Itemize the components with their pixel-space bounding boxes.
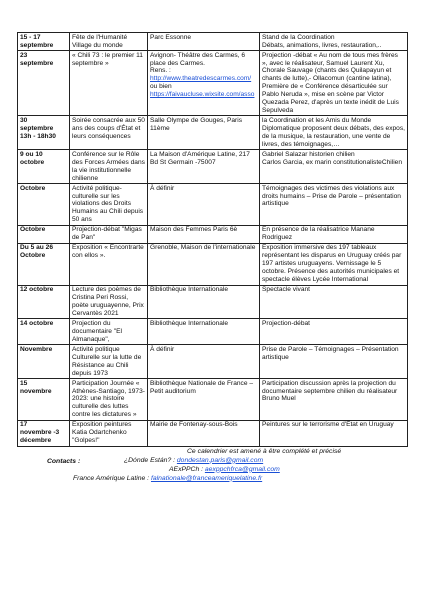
event-detail [260,150,408,184]
event-title [70,116,148,150]
event-title [70,33,148,51]
event-place [148,243,260,285]
detail-text: Témoignages des victimes des violations aux droits humains – Prise de Parole – présentation artistique [262,184,401,208]
place-text: Grenoble, Maison de l'internationale [150,244,256,252]
event-place [148,33,260,51]
event-place [148,420,260,446]
table-row [18,51,408,116]
event-place [148,116,260,150]
date-text: octobre [20,158,45,166]
date-text: décembre [20,437,52,445]
contact-row [124,457,263,465]
event-place [148,285,260,319]
date-text: septembre [20,41,54,49]
date-text: 17 [20,421,28,429]
date-text: Octobre [20,252,46,260]
calendar-note: Ce calendrier est amené à être complété et précisé [187,447,342,455]
place-text: ou bien [150,83,172,91]
date-text: novembre -3 [20,429,60,437]
events-table-body [18,33,408,447]
event-place [148,184,260,226]
detail-text: Projection-débat [262,319,311,327]
event-title [70,150,148,184]
table-row [18,225,408,243]
event-title [70,184,148,226]
date-text: 15 [20,379,28,387]
calendar-sheet [17,32,407,494]
contact-row [169,466,280,474]
event-detail [260,319,408,345]
table-row [18,33,408,51]
place-text: Parc Essonne [150,33,192,41]
event-text: Conférence sur le Rôle des Forces Armées dans la vie institutionnelle chilienne [72,150,145,182]
event-title [70,51,148,116]
date-text: Novembre [20,345,53,353]
contact-label: AExPPCh : [169,465,203,473]
date-text: novembre [20,387,52,395]
event-date [18,319,70,345]
event-text: Projection-débat "Migas de Pan" [72,226,142,242]
table-row [18,379,408,421]
detail-text: Peintures sur le terrorisme d'État en Uruguay [262,421,394,429]
detail-text: Participation discussion après la projection du documentaire septembre chilien du réalisateur Bruno Muel [262,379,398,403]
event-detail [260,420,408,446]
event-place [148,345,260,379]
date-text: Octobre [20,184,46,192]
event-title [70,285,148,319]
table-row [18,345,408,379]
place-text: Bibliothèque Internationale [150,286,229,294]
event-text: Activité politique-culturelle sur les violations des Droits Humains au Chili depuis 50 ans [72,184,144,224]
event-date [18,150,70,184]
event-title [70,225,148,243]
place-text: La Maison d'Amérique Latine, 217 Bd St Germain -75007 [150,150,250,166]
event-place [148,319,260,345]
event-date [18,285,70,319]
place-text: Salle Olympe de Gouges, Paris 11ème [150,117,242,132]
event-detail [260,116,408,150]
date-text: 23 [20,51,28,59]
event-date [18,51,70,116]
date-text: septembre [20,124,54,132]
event-detail [260,379,408,421]
event-title [70,319,148,345]
event-place [148,150,260,184]
calendar-footer [17,448,407,494]
detail-text: Débats, animations, livres, restauration,.. [262,41,382,49]
place-text: À définir [150,184,175,192]
place-text: Avignon- Théâtre des Carmes, 6 place des Carmes. [150,51,246,67]
event-text: Exposition peintures Katia Odartchenko "Golpes!" [72,421,132,445]
event-date [18,420,70,446]
table-row [18,243,408,285]
contacts-label: Contacts : [47,457,81,465]
detail-text: En présence de la réalisatrice Manane Rodriguez [262,226,375,242]
event-text: Projection du documentaire "El Almanaque", [72,319,122,343]
place-text: À définir [150,345,175,353]
association-link[interactable]: https://faivaucluse.wixsite.com/asso [150,91,255,99]
theatre-link[interactable]: http://www.theatredescarmes.com/ [150,75,252,83]
event-text: Soirée consacrée aux 50 ans des coups d'État et leurs conséquences [72,117,145,140]
event-detail [260,243,408,285]
event-title [70,379,148,421]
detail-text: Carlos Garcia, ex marin constitutionalisteChilien [262,158,402,166]
events-table [17,32,408,447]
event-detail [260,33,408,51]
date-text: 14 octobre [20,319,54,327]
detail-text: Spectacle vivant [262,286,311,294]
event-place [148,225,260,243]
event-detail [260,225,408,243]
event-place [148,51,260,116]
event-text: Activité politique Culturelle sur la lutte de Résistance au Chili depuis 1973 [72,345,142,377]
date-text: Du 5 au 26 [20,244,53,252]
date-text: 15 - 17 [20,33,41,41]
event-title [70,420,148,446]
table-row [18,150,408,184]
place-text: Maison des Femmes Paris 6è [150,226,238,234]
detail-text: Projection -débat « Au nom de tous mes frères », avec le réalisateur, Samuel Laurent Xu, Chorale Sauvage (chants des Quilapayun et chants de lutte),- Ollacomun (cantine latina), Première de « Conférence désarticulée sur Pablo Neruda », mise en scène par Victor Quezada Perez, d'après un texte inédit de Luis Sepulveda [262,51,399,114]
date-text: 9 ou 10 [20,150,43,158]
event-date [18,225,70,243]
event-date [18,345,70,379]
event-text: Exposition « Encontrarte con ellos ». [72,244,144,260]
event-date [18,33,70,51]
place-text: Bibliothèque Nationale de France – Petit auditorium [150,379,254,395]
table-row [18,184,408,226]
date-text: 12 octobre [20,286,54,294]
contact-email-link[interactable]: dondestan.paris@gmail.com [176,456,264,464]
place-text: Rens. : [150,67,171,75]
event-date [18,184,70,226]
place-text: Bibliothèque Internationale [150,319,229,327]
contact-email-link[interactable]: falnationale@franceameriquelatine.fr [150,474,263,482]
detail-text: Gabriel Salazar historien chilien [262,150,355,158]
place-text: Mairie de Fontenay-sous-Bois [150,421,238,429]
date-text: septembre [20,59,54,67]
date-text: Octobre [20,226,46,234]
contact-email-link[interactable]: aexppchfrca@gmail.com [204,465,280,473]
event-place [148,379,260,421]
event-text: Village du monde [72,41,123,49]
event-detail [260,345,408,379]
date-text: 30 [20,117,28,125]
table-row [18,116,408,150]
detail-text: la Coordination et les Amis du Monde Diplomatique proposent deux débats, des expos, de la musique, la restauration, une vente de livres, des témoignages,… [262,117,405,148]
date-text: 13h - 18h30 [20,132,56,140]
event-date [18,379,70,421]
event-title [70,243,148,285]
event-detail [260,184,408,226]
event-text: Participation Journée « Athènes-Santiago, 1973-2023: une histoire culturelle des luttes contre les dictatures » [72,379,145,419]
event-date [18,243,70,285]
event-title [70,345,148,379]
table-row [18,420,408,446]
event-detail [260,51,408,116]
event-text: Lecture des poèmes de Cristina Peri Rossi, poète uruguayenne, Prix Cervantès 2021 [72,286,144,317]
detail-text: Prise de Parole – Témoignages – Présentation artistique [262,345,399,361]
detail-text: Stand de la Coordination [262,33,335,41]
table-row [18,319,408,345]
table-row [18,285,408,319]
contact-label: ¿Dónde Están? : [124,456,176,464]
contact-label: France Amérique Latine : [73,474,150,482]
contact-row [73,475,262,483]
detail-text: Exposition immersive des 197 tableaux représentant les disparus en Uruguay créés par 197 artistes uruguayens. Vernissage le 5 octobre. Présence des autorités municipales et spectacle élèves Lycée International [262,244,402,283]
event-text: « Chili 73 : le premier 11 septembre » [72,51,143,67]
event-text: Fête de l'Humanité [72,33,128,41]
event-detail [260,285,408,319]
event-date [18,116,70,150]
